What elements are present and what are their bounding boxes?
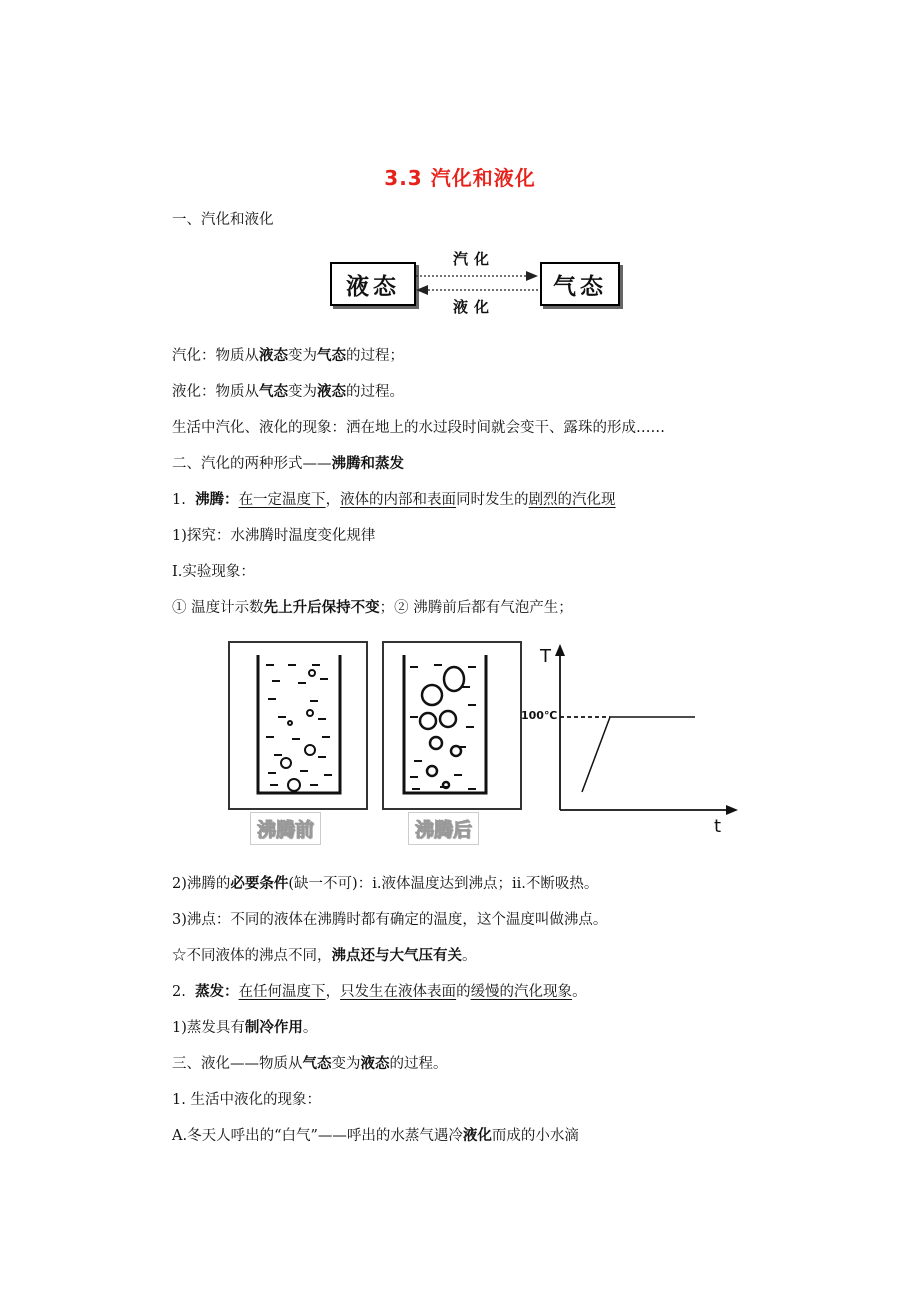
liquefaction-label: 液化 <box>453 298 496 316</box>
vaporization-label: 汽化 <box>453 250 496 268</box>
boiling-temp-label: 100℃ <box>521 709 558 722</box>
x-axis-arrow-icon <box>726 805 738 815</box>
arrow-right-icon <box>526 271 538 281</box>
cooling-effect: 1)蒸发具有制冷作用。 <box>172 1020 318 1036</box>
section-heading-3: 三、液化——物质从气态变为液态的过程。 <box>172 1056 448 1072</box>
y-axis-arrow-icon <box>555 644 565 656</box>
flow-arrows <box>412 268 542 298</box>
caption-after: 沸腾后 <box>408 812 479 845</box>
page-title: 3.3 汽化和液化 <box>384 166 536 190</box>
star-note: ☆不同液体的沸点不同，沸点还与大气压有关。 <box>172 948 477 964</box>
observation: ① 温度计示数先上升后保持不变；② 沸腾前后都有气泡产生； <box>172 600 573 616</box>
phenomena-heading: Ⅰ.实验现象： <box>172 564 255 580</box>
boiling-conditions: 2)沸腾的必要条件(缺一不可)：ⅰ.液体温度达到沸点；ⅱ.不断吸热。 <box>172 876 599 892</box>
section-heading-1: 一、汽化和液化 <box>172 212 274 228</box>
life-phenomena: 生活中汽化、液化的现象：洒在地上的水过段时间就会变干、露珠的形成…… <box>172 420 665 436</box>
definition-vaporization: 汽化：物质从液态变为气态的过程； <box>172 348 404 364</box>
explore-heading: 1)探究：水沸腾时温度变化规律 <box>172 528 376 544</box>
caption-before: 沸腾前 <box>250 812 321 845</box>
beaker-after-frame <box>382 641 522 810</box>
evaporation-definition: 2. 蒸发：在任何温度下，只发生在液体表面的缓慢的汽化现象。 <box>172 984 587 1000</box>
beaker-before-illustration <box>230 643 366 808</box>
example-a: A.冬天人呼出的“白气”——呼出的水蒸气遇冷液化而成的小水滴 <box>172 1128 579 1144</box>
definition-liquefaction: 液化：物质从气态变为液态的过程。 <box>172 384 404 400</box>
y-axis-label: T <box>540 646 551 667</box>
liquefaction-phenomena-heading: 1. 生活中液化的现象： <box>172 1092 321 1108</box>
boiling-point-definition: 3)沸点：不同的液体在沸腾时都有确定的温度，这个温度叫做沸点。 <box>172 912 608 928</box>
liquid-state-box: 液态 <box>330 262 416 306</box>
beaker-before-frame <box>228 641 368 810</box>
x-axis-label: t <box>714 816 722 837</box>
arrow-left-icon <box>416 285 428 295</box>
beaker-after-illustration <box>384 643 520 808</box>
temperature-time-graph <box>550 640 745 840</box>
gas-state-box: 气态 <box>540 262 620 306</box>
section-heading-2: 二、汽化的两种形式——沸腾和蒸发 <box>172 456 404 472</box>
heating-segment <box>582 717 610 792</box>
boiling-definition: 1. 沸腾：在一定温度下，液体的内部和表面同时发生的剧烈的汽化现 <box>172 492 616 508</box>
